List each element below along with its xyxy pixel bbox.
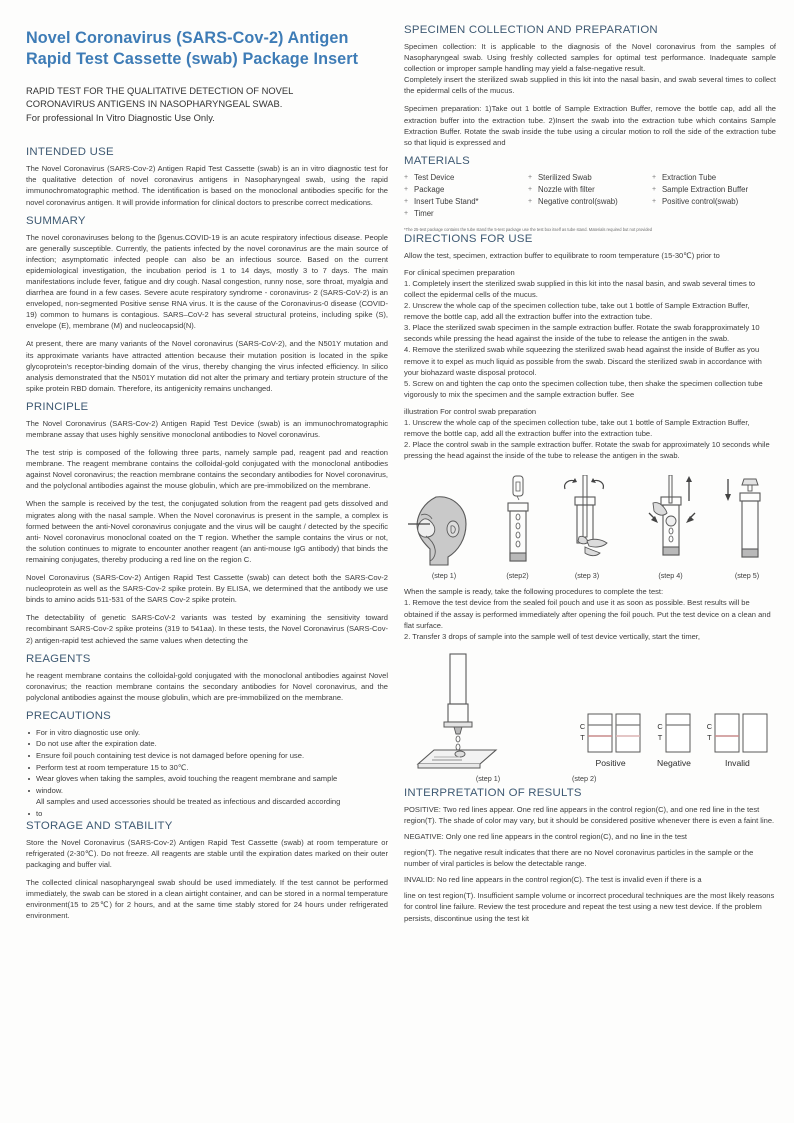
ct-wrap: [580, 713, 641, 753]
page-title: Novel Coronavirus (SARS-Cov-2) Antigen Rapid Test Cassette (swab) Package Insert: [26, 29, 359, 68]
directions-intro: Allow the test, specimen, extraction buffer to equilibrate to room temperature (15-30℃) prior to: [404, 250, 720, 260]
result-label: Positive: [595, 757, 626, 768]
figure-swab-procedure: [404, 475, 776, 580]
two-column-layout: [26, 24, 776, 928]
ct-letter-labels: [657, 721, 662, 745]
test-letter: T: [707, 732, 712, 742]
rotate-swab-illustration-icon: [555, 475, 619, 567]
page-subtitle: [26, 84, 388, 124]
section-heading-precautions: PRECAUTIONS: [26, 709, 112, 722]
left-column: [26, 24, 388, 928]
figure-test-results: [404, 652, 776, 783]
list-item: Perform test at room temperature 15 to 30℃.: [26, 762, 388, 774]
principle-paragraph-1: The Novel Coronavirus (SARS-Cov-2) Antigen Rapid Test Device (swab) is an immunochromatographic membrane assay that uses highly sensitive monoclonal antibodies to Novel coronavirus.: [26, 418, 388, 439]
principle-paragraph-5: The detectability of genetic SARS-CoV-2 variants was tested by examining the sensitivity toward recombinant SARS-Cov-2 spike proteins (319 to 541aa). In these tests, the Novel Coronavirus (SARS-Cov-2) antigen-rapid test achieved the same values when detecting the: [26, 613, 388, 645]
list-item: Wear gloves when taking the samples, avoid touching the reagent membrane and sample: [26, 773, 388, 785]
list-item: Do not use after the expiration date.: [26, 738, 388, 750]
list-item: + Extraction Tube: [652, 172, 776, 184]
ct-wrap: [657, 713, 691, 753]
interpretation-positive: POSITIVE: Two red lines appear. One red line appears in the control region(C), and one red line in the test region(T). The shade of color may vary, but it should be considered positive whenever there is even a faint line.: [404, 804, 775, 825]
list-item: + Test Device: [404, 172, 528, 184]
directions-control-step-2: 2. Place the control swab in the sample extraction buffer. Rotate the swab for approximately 10 seconds while pressing the head against the inside of the tube to release the antigen in the swab.: [404, 440, 770, 461]
figure-results-row: [404, 652, 776, 783]
list-item: + Timer: [404, 208, 528, 220]
materials-grid: [404, 172, 776, 221]
test-letter: T: [580, 732, 585, 742]
section-heading-directions: DIRECTIONS FOR USE: [404, 232, 533, 245]
invalid-result-window-icon: [714, 713, 768, 753]
figure-dispense-sample: [404, 652, 572, 783]
interpretation-negative-line-2: region(T). The negative result indicates that there are no Novel coronavirus particles in the sample or the number of viral particles is below the detectable range.: [404, 848, 754, 869]
buffer-into-tube-illustration-icon: [500, 475, 536, 567]
figure-caption: (step 4): [658, 571, 683, 581]
list-item: + Sample Extraction Buffer: [652, 184, 776, 196]
figure-step-5: [722, 475, 772, 580]
subtitle-line-2: CORONAVIRUS ANTIGENS IN NASOPHARYNGEAL SWAB.: [26, 98, 283, 110]
specimen-paragraph-1: Specimen collection: It is applicable to the diagnosis of the Novel coronavirus from the samples of Nasopharyngeal swab. Using freshly collected samples for optimal test performance. Inadequate sample collection or improper sample handling may yield a false-negative result.: [404, 42, 776, 74]
interpretation-negative-line-1: NEGATIVE: Only one red line appears in the control region(C), and no line in the test: [404, 832, 688, 841]
result-positive: [580, 713, 641, 768]
list-item: window.: [26, 785, 388, 797]
reagents-paragraph: he reagent membrane contains the colloidal-gold conjugated with the monoclonal antibodies against Novel coronavirus; the reaction membrane contains the secondary antibodies for Novel coronavirus, and the polyclonal antibodies against the mouse globulin, which are pre-immobilized on the membrane.: [26, 670, 388, 702]
test-letter: T: [657, 732, 663, 742]
result-invalid: [707, 713, 768, 768]
figure-result-panels: [572, 713, 776, 783]
ct-letter-labels: [580, 721, 585, 745]
procedure-intro: When the sample is ready, take the following procedures to complete the test:: [404, 587, 664, 597]
section-heading-summary: SUMMARY: [26, 214, 86, 227]
figure-caption: (step 3): [574, 571, 600, 581]
result-label: Negative: [657, 757, 691, 768]
positive-result-window-icon: [587, 713, 641, 753]
control-letter: C: [706, 721, 713, 731]
result-negative: [657, 713, 691, 768]
precautions-list: [26, 727, 388, 820]
directions-clinical-step-2: 2. Unscrew the whole cap of the specimen collection tube, take out 1 bottle of Sample Extraction Buffer, remove the bottle cap, add all the extraction buffer into the extraction tube.: [404, 301, 750, 322]
principle-paragraph-4: Novel Coronavirus (SARS-Cov-2) Antigen Rapid Test Cassette (swab) can detect both the SARS-Cov-2 nucleoprotein as well as the SARS-Cov-2 spike protein. By ELISA, we determined that the antibody we use binds to amino acids 511-531 of the SARS Cov-2 spike protein.: [26, 573, 388, 605]
cap-tube-illustration-icon: [722, 475, 772, 567]
list-item: to: [26, 808, 388, 820]
list-item: + Positive control(swab): [652, 196, 776, 208]
figure-caption: (step 5): [734, 571, 760, 581]
figure-swab-row: [404, 475, 776, 580]
directions-control-heading: illustration For control swab preparation: [404, 406, 537, 416]
squeeze-swab-illustration-icon: [639, 475, 703, 567]
section-heading-materials: MATERIALS: [404, 154, 470, 167]
subtitle-line-1: RAPID TEST FOR THE QUALITATIVE DETECTION OF NOVEL: [26, 85, 294, 96]
section-heading-intended-use: INTENDED USE: [26, 146, 114, 159]
materials-column-3: [652, 172, 776, 221]
directions-clinical-step-1: 1. Completely insert the sterilized swab supplied in this kit into the nasal basin, and swab several times to collect the epidermal cells of the mucus.: [404, 278, 756, 299]
list-item: Ensure foil pouch containing test device is not damaged before opening for use.: [26, 750, 388, 762]
section-heading-principle: PRINCIPLE: [26, 400, 89, 413]
figure-caption: (step 2): [572, 773, 597, 783]
section-heading-interpretation: INTERPRETATION OF RESULTS: [404, 786, 582, 799]
specimen-paragraph-3: Specimen preparation: 1)Take out 1 bottle of Sample Extraction Buffer, remove the bottle cap, add all the extraction buffer into the extraction tube. 2)Insert the swab into the extraction tube which contains Sample Extraction Buffer. Rotate the swab inside the tube using a circular motion to roll the side of the extraction tube so that liquid is expressed and: [404, 104, 776, 147]
materials-column-1: [404, 172, 528, 221]
intended-use-paragraph: The Novel Coronavirus (SARS-Cov-2) Antigen Rapid Test Cassette (swab) is an in vitro diagnostic test for the qualitative detection of novel coronavirus antigens in Nasopharyngeal swab, using the rapid immunochromatographic method. The identification is based on the monoclonal antibodies specific for the novel coronavirus antigen. It will provide information for clinical doctors to prescribe correct medications.: [26, 164, 388, 207]
summary-paragraph-1: The novel coronaviruses belong to the βgenus.COVID-19 is an acute respiratory infectious disease. People are generally susceptible. Currently, the patients infected by the novel coronavirus are the main source of infection; asymptomatic infected people can also be an infectious source. Based on the current epidemiological investigation, the incubation period is 1 to 14 days, mostly 3 to 7 days. The main manifestations include fever, fatigue and dry cough. Nasal congestion, runny nose, sore throat, myalgia and diarrhea are found in a few cases. Severe acute respiratory syndrome - coronavirus- 2 (SARS-CoV-2) is an enveloped, non-segmented Positive sense RNA virus. It is the cause of the Coronavirus-0 disease (COVID-19) common to humans is contagious. SARS–CoV-2 has several structural proteins, including spike (S), envelope (E), membrane (M) and nucleocapsid(N).: [26, 232, 388, 331]
principle-paragraph-2: The test strip is composed of the following three parts, namely sample pad, reagent pad and reaction membrane. The reagent membrane contains the colloidal-gold conjugated with the monoclonal antibodies against Novel coronavirus; the reaction membrane contains the secondary antibodies for Novel coronavirus, and the polyclonal antibodies against the mouse globulin, which are pre-immobilized on the membrane.: [26, 448, 388, 491]
figure-caption: (step 1): [475, 773, 501, 783]
storage-paragraph-2: The collected clinical nasopharyngeal swab should be used immediately. If the test cannot be performed immediately, the swab can be stored in a clean airtight container, and can be stored in a normal temperature environment(15 to 25℃) for 2 hours, and at the same time stably stored for 24 hours under refrigerated environment.: [26, 877, 388, 921]
control-letter: C: [657, 721, 663, 731]
storage-paragraph-1: Store the Novel Coronavirus (SARS-Cov-2) Antigen Rapid Test Cassette (swab) at room temperature or refrigerated (2-30℃). Do not freeze. All reagents are stable until the expiration dates marked on their outer packaging and buffer vial.: [26, 837, 388, 869]
negative-result-window-icon: [665, 713, 691, 753]
list-item: + Negative control(swab): [528, 196, 652, 208]
section-heading-specimen-collection: SPECIMEN COLLECTION AND PREPARATION: [404, 24, 658, 36]
section-heading-storage: STORAGE AND STABILITY: [26, 819, 173, 832]
result-label: Invalid: [725, 757, 750, 768]
principle-paragraph-3: When the sample is received by the test, the conjugated solution from the reagent pad gets dissolved and migrates along with the nasal sample. When the Novel coronavirus is present in the sample, a complex is formed between the anti-Novel coronavirus conjugate and the virus will be caught / detected by the specific anti- Novel coronavirus monoclonal coated on the T region. Whether the sample contains the virus or not, the solution continues to migrate to encounter another reagent (an anti-mouse IgG antibody) that binds the remaining conjugates, thereby producing a red line on the region C.: [26, 499, 388, 564]
result-panels-row: [572, 713, 776, 768]
subtitle-line-3: For professional In Vitro Diagnostic Use Only.: [26, 111, 215, 123]
ct-letter-labels: [707, 721, 712, 745]
procedure-step-1: 1. Remove the test device from the sealed foil pouch and use it as soon as possible. Best results will be obtained if the assay is performed immediately after opening the foil pouch. Put the test device on a clean and flat surface.: [404, 598, 771, 630]
ct-wrap: [707, 713, 768, 753]
figure-step-4: [639, 475, 703, 580]
head-swab-illustration-icon: [408, 491, 480, 567]
procedure-step-2: 2. Transfer 3 drops of sample into the sample well of test device vertically, start the timer,: [404, 631, 700, 641]
directions-control-step-1: 1. Unscrew the whole cap of the specimen collection tube, take out 1 bottle of Sample Extraction Buffer, remove the bottle cap, add all the extraction buffer into the extraction tube.: [404, 417, 750, 439]
directions-clinical-step-5: 5. Screw on and tighten the cap onto the specimen collection tube, then shake the specimen collection tube vigorously to mix the specimen and the sample extraction buffer. See: [404, 378, 763, 399]
dispense-drops-cassette-illustration-icon: [404, 652, 524, 770]
interpretation-invalid-line-2: line on test region(T). Insufficient sample volume or incorrect procedural techniques are the most likely reasons for control line failure. Review the test procedure and repeat the test using a new test device. If the problem persists, discontinue using the test kit: [404, 891, 775, 923]
figure-caption: (step 1): [431, 571, 457, 581]
figure-caption: (step2): [506, 571, 529, 581]
right-column: [404, 24, 776, 928]
figure-step-2: [500, 475, 536, 580]
list-item: + Sterilized Swab: [528, 172, 652, 184]
list-item: All samples and used accessories should be treated as infectious and discarded according: [36, 797, 341, 807]
summary-paragraph-2: At present, there are many variants of the Novel coronavirus (SARS-CoV-2), and the N501Y mutation and its approximate variants have attracted attention because their mutation position is located in the spike glycoprotein's receptor-binding domain of the virus, thereby changing the virus infected efficiency. In silico analysis demonstrated that the N501Y mutation did not alter the primary and tertiary protein structure of the spike protein RBD domain. Therefore, its antigenicity remains unchanged.: [26, 339, 388, 393]
directions-clinical-step-3: 3. Place the sterilized swab specimen in the sample extraction buffer. Rotate the swab forapproximately 10 seconds while pressing the head against the inside of the tube to release the antigen in the swab.: [404, 323, 760, 344]
materials-column-2: [528, 172, 652, 221]
list-item: + Insert Tube Stand*: [404, 196, 528, 208]
directions-clinical-step-4: 4. Remove the sterilized swab while squeezing the sterilized swab head against the inside of Buffer as you remove it to expel as much liquid as possible from the swab. Discard the sterilized swab in accordance with your biohazard waste disposal protocol.: [404, 345, 762, 377]
interpretation-invalid-line-1: INVALID: No red line appears in the control region(C). The test is invalid even if there is a: [404, 875, 702, 885]
figure-step-3: [555, 475, 619, 580]
list-item: + Nozzle with filter: [528, 184, 652, 196]
control-letter: C: [579, 721, 586, 731]
materials-footnote: *The 25-test package contains the tube stand the 5-test package use the test box itself as tube stand. Materials required but not provided: [404, 226, 653, 232]
specimen-paragraph-2: Completely insert the sterilized swab supplied in this kit into the nasal basin, and swab several times to collect the epidermal cells of the mucus.: [404, 75, 776, 96]
list-item: For in vitro diagnostic use only.: [26, 727, 388, 739]
section-heading-reagents: REAGENTS: [26, 652, 91, 665]
list-item: + Package: [404, 184, 528, 196]
figure-step-1: [408, 491, 480, 580]
directions-clinical-heading: For clinical specimen preparation: [404, 267, 515, 277]
